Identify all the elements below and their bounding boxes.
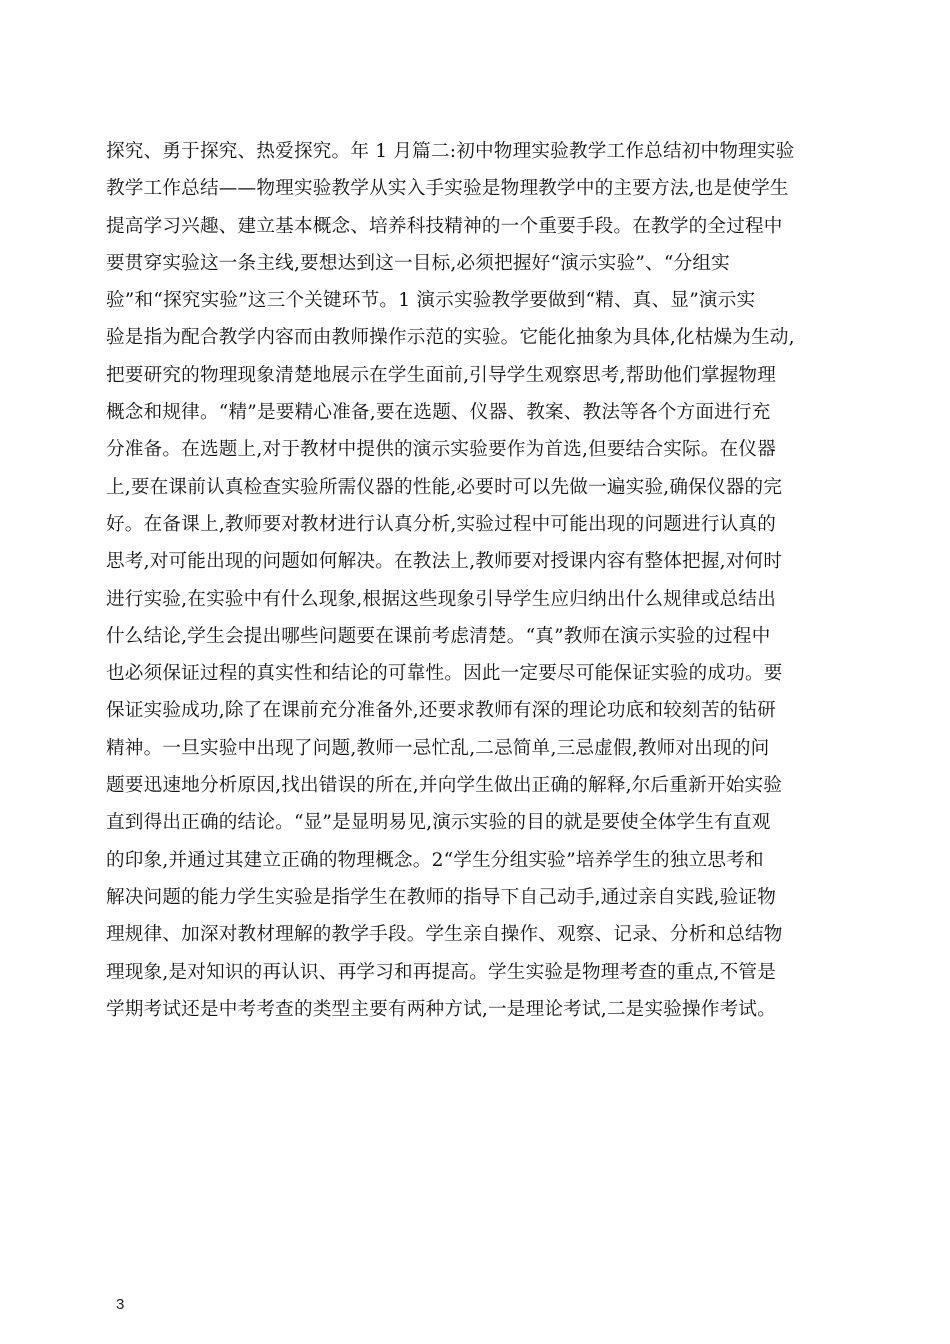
- text-line: 概念和规律。“精”是要精心准备,要在选题、仪器、教案、教法等各个方面进行充: [106, 402, 771, 424]
- text-line: 提高学习兴趣、建立基本概念、培养科技精神的一个重要手段。在教学的全过程中: [106, 215, 783, 237]
- text-line: 学期考试还是中考考查的类型主要有两种方试,一是理论考试,二是实验操作考试。: [106, 998, 777, 1020]
- text-line: 验是指为配合教学内容而由教师操作示范的实验。它能化抽象为具体,化枯燥为生动,: [106, 327, 795, 349]
- body-text: [106, 133, 846, 1028]
- text-line: 上,要在课前认真检查实验所需仪器的性能,必要时可以先做一遍实验,确保仪器的完: [106, 476, 783, 498]
- text-line: 好。在备课上,教师要对教材进行认真分析,实验过程中可能出现的问题进行认真的: [106, 513, 777, 535]
- text-line: 的印象,并通过其建立正确的物理概念。2“学生分组实验”培养学生的独立思考和: [106, 849, 764, 871]
- text-line: 教学工作总结——物理实验教学从实入手实验是物理教学中的主要方法,也是使学生: [106, 178, 789, 200]
- text-line: 也必须保证过程的真实性和结论的可靠性。因此一定要尽可能保证实验的成功。要: [106, 663, 783, 685]
- text-line: 什么结论,学生会提出哪些问题要在课前考虑清楚。“真”教师在演示实验的过程中: [106, 625, 771, 647]
- text-line: 要贯穿实验这一条主线,要想达到这一目标,必须把握好“演示实验”、“分组实: [106, 252, 730, 274]
- text-line: 思考,对可能出现的问题如何解决。在教法上,教师要对授课内容有整体把握,对何时: [106, 551, 783, 573]
- text-line: 验”和“探究实验”这三个关键环节。1 演示实验教学要做到“精、真、显”演示实: [106, 290, 756, 312]
- text-line: 题要迅速地分析原因,找出错误的所在,并向学生做出正确的解释,尔后重新开始实验: [106, 775, 783, 797]
- text-line: 直到得出正确的结论。“显”是显明易见,演示实验的目的就是要使全体学生有直观: [106, 812, 771, 834]
- text-line: 探究、勇于探究、热爱探究。年 1 月篇二:初中物理实验教学工作总结初中物理实验: [106, 141, 795, 162]
- text-line: 保证实验成功,除了在课前充分准备外,还要求教师有深的理论功底和较刻苦的钻研: [106, 700, 777, 722]
- text-line: 理规律、加深对教材理解的教学手段。学生亲自操作、观察、记录、分析和总结物: [106, 924, 783, 946]
- text-line: 精神。一旦实验中出现了问题,教师一忌忙乱,二忌简单,三忌虚假,教师对出现的问: [106, 737, 770, 759]
- text-line: 分准备。在选题上,对于教材中提供的演示实验要作为首选,但要结合实际。在仪器: [106, 439, 777, 461]
- page-number: 3: [116, 1296, 125, 1313]
- text-line: 进行实验,在实验中有什么现象,根据这些现象引导学生应归纳出什么规律或总结出: [106, 588, 777, 610]
- text-line: 理现象,是对知识的再认识、再学习和再提高。学生实验是物理考查的重点,不管是: [106, 961, 777, 983]
- text-line: 解决问题的能力学生实验是指学生在教师的指导下自己动手,通过亲自实践,验证物: [106, 886, 777, 908]
- text-line: 把要研究的物理现象清楚地展示在学生面前,引导学生观察思考,帮助他们掌握物理: [106, 364, 777, 386]
